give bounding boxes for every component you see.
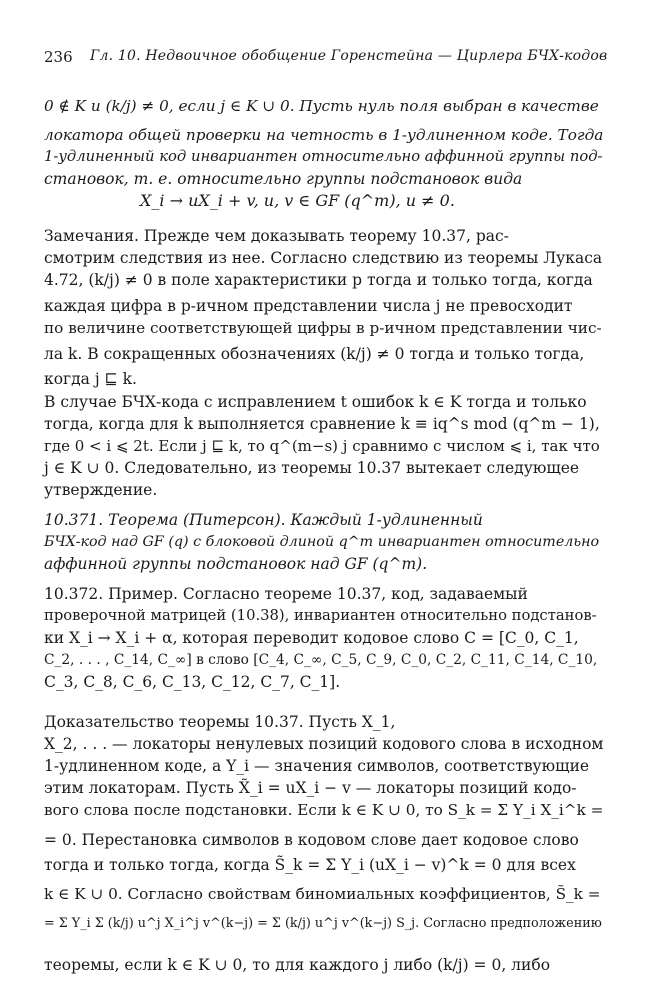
text-line: ки X_i → X_i + α, которая переводит кодовое слово C = [C_0, C_1, xyxy=(44,629,579,647)
text-line: = Σ Y_i Σ (k/j) u^j X_i^j v^(k−j) = Σ (k/j) u^j v^(k−j) S_j. Согласно предположению xyxy=(44,916,602,931)
running-header xyxy=(44,48,609,72)
text-line: 4.72, (k/j) ≠ 0 в поле характеристики p тогда и только тогда, когда xyxy=(44,271,593,289)
text-line: аффинной группы подстановок над GF (q^m). xyxy=(44,555,428,573)
text-line: j ∈ K ∪ 0. Следовательно, из теоремы 10.37 вытекает следующее xyxy=(44,459,580,477)
text-line: где 0 < i ⩽ 2t. Если j ⊑ k, то q^(m−s) j сравнимо с числом ⩽ i, так что xyxy=(44,437,600,455)
text-line: C_2, . . . , C_14, C_∞] в слово [C_4, C_∞, C_5, C_9, C_0, C_2, C_11, C_14, C_10, xyxy=(44,652,598,668)
formula-affine-substitution: X_i → uX_i + v, u, v ∈ GF (q^m), u ≠ 0. xyxy=(140,191,455,210)
text-line: = 0. Перестановка символов в кодовом слове дает кодовое слово xyxy=(44,831,579,849)
text-line: ла k. В сокращенных обозначениях (k/j) ≠ 0 тогда и только тогда, xyxy=(44,345,585,363)
text-line: тогда, когда для k выполняется сравнение k ≡ iq^s mod (q^m − 1), xyxy=(44,415,600,433)
text-line: тогда и только тогда, когда S̃_k = Σ Y_i (uX_i − v)^k = 0 для всех xyxy=(44,856,576,874)
text-line: этим локаторам. Пусть X̃_i = uX_i − v — локаторы позиций кодо- xyxy=(44,779,577,797)
text-line: C_3, C_8, C_6, C_13, C_12, C_7, C_1]. xyxy=(44,673,341,691)
text-line: каждая цифра в p-ичном представлении числа j не превосходит xyxy=(44,297,573,315)
text-line: когда j ⊑ k. xyxy=(44,370,137,388)
text-line: 0 ∉ K и (k/j) ≠ 0, если j ∈ K ∪ 0. Пусть нуль поля выбран в качестве xyxy=(44,97,599,115)
text-line: вого слова после подстановки. Если k ∈ K ∪ 0, то S_k = Σ Y_i X_i^k = xyxy=(44,801,604,819)
text-line: становок, т. е. относительно группы подстановок вида xyxy=(44,170,523,188)
text-line: локатора общей проверки на четность в 1-удлиненном коде. Тогда xyxy=(44,126,604,144)
text-line: X_2, . . . — локаторы ненулевых позиций кодового слова в исходном xyxy=(44,735,604,753)
text-line: 1-удлиненном коде, а Y_i — значения символов, соответствующие xyxy=(44,757,590,775)
theorem-10-371: 10.371. Теорема (Питерсон). Каждый 1-удлиненный xyxy=(44,511,483,529)
text-line: теоремы, если k ∈ K ∪ 0, то для каждого j либо (k/j) = 0, либо xyxy=(44,956,551,974)
proof-heading-line: Доказательство теоремы 10.37. Пусть X_1, xyxy=(44,713,396,731)
example-10-372: 10.372. Пример. Согласно теореме 10.37, код, задаваемый xyxy=(44,585,528,603)
running-head-title: Гл. 10. Недвоичное обобщение Горенстейна — Цирлера БЧХ-кодов xyxy=(90,48,608,64)
text-line: по величине соответствующей цифры в p-ичном представлении чис- xyxy=(44,319,602,337)
text-line: 1-удлиненный код инвариантен относительно аффинной группы под- xyxy=(44,148,603,165)
text-line: В случае БЧХ-кода с исправлением t ошибок k ∈ K тогда и только xyxy=(44,393,587,411)
text-line: смотрим следствия из нее. Согласно следствию из теоремы Лукаса xyxy=(44,249,603,267)
text-line: проверочной матрицей (10.38), инвариантен относительно подстанов- xyxy=(44,607,597,624)
page-number: 236 xyxy=(44,48,73,66)
text-line: БЧХ-код над GF (q) с блоковой длиной q^m инвариантен относительно xyxy=(44,534,600,550)
text-line: утверждение. xyxy=(44,481,158,499)
remarks-line: Замечания. Прежде чем доказывать теорему 10.37, рас- xyxy=(44,227,509,245)
text-line: k ∈ K ∪ 0. Согласно свойствам биномиальных коэффициентов, S̃_k = xyxy=(44,885,601,903)
